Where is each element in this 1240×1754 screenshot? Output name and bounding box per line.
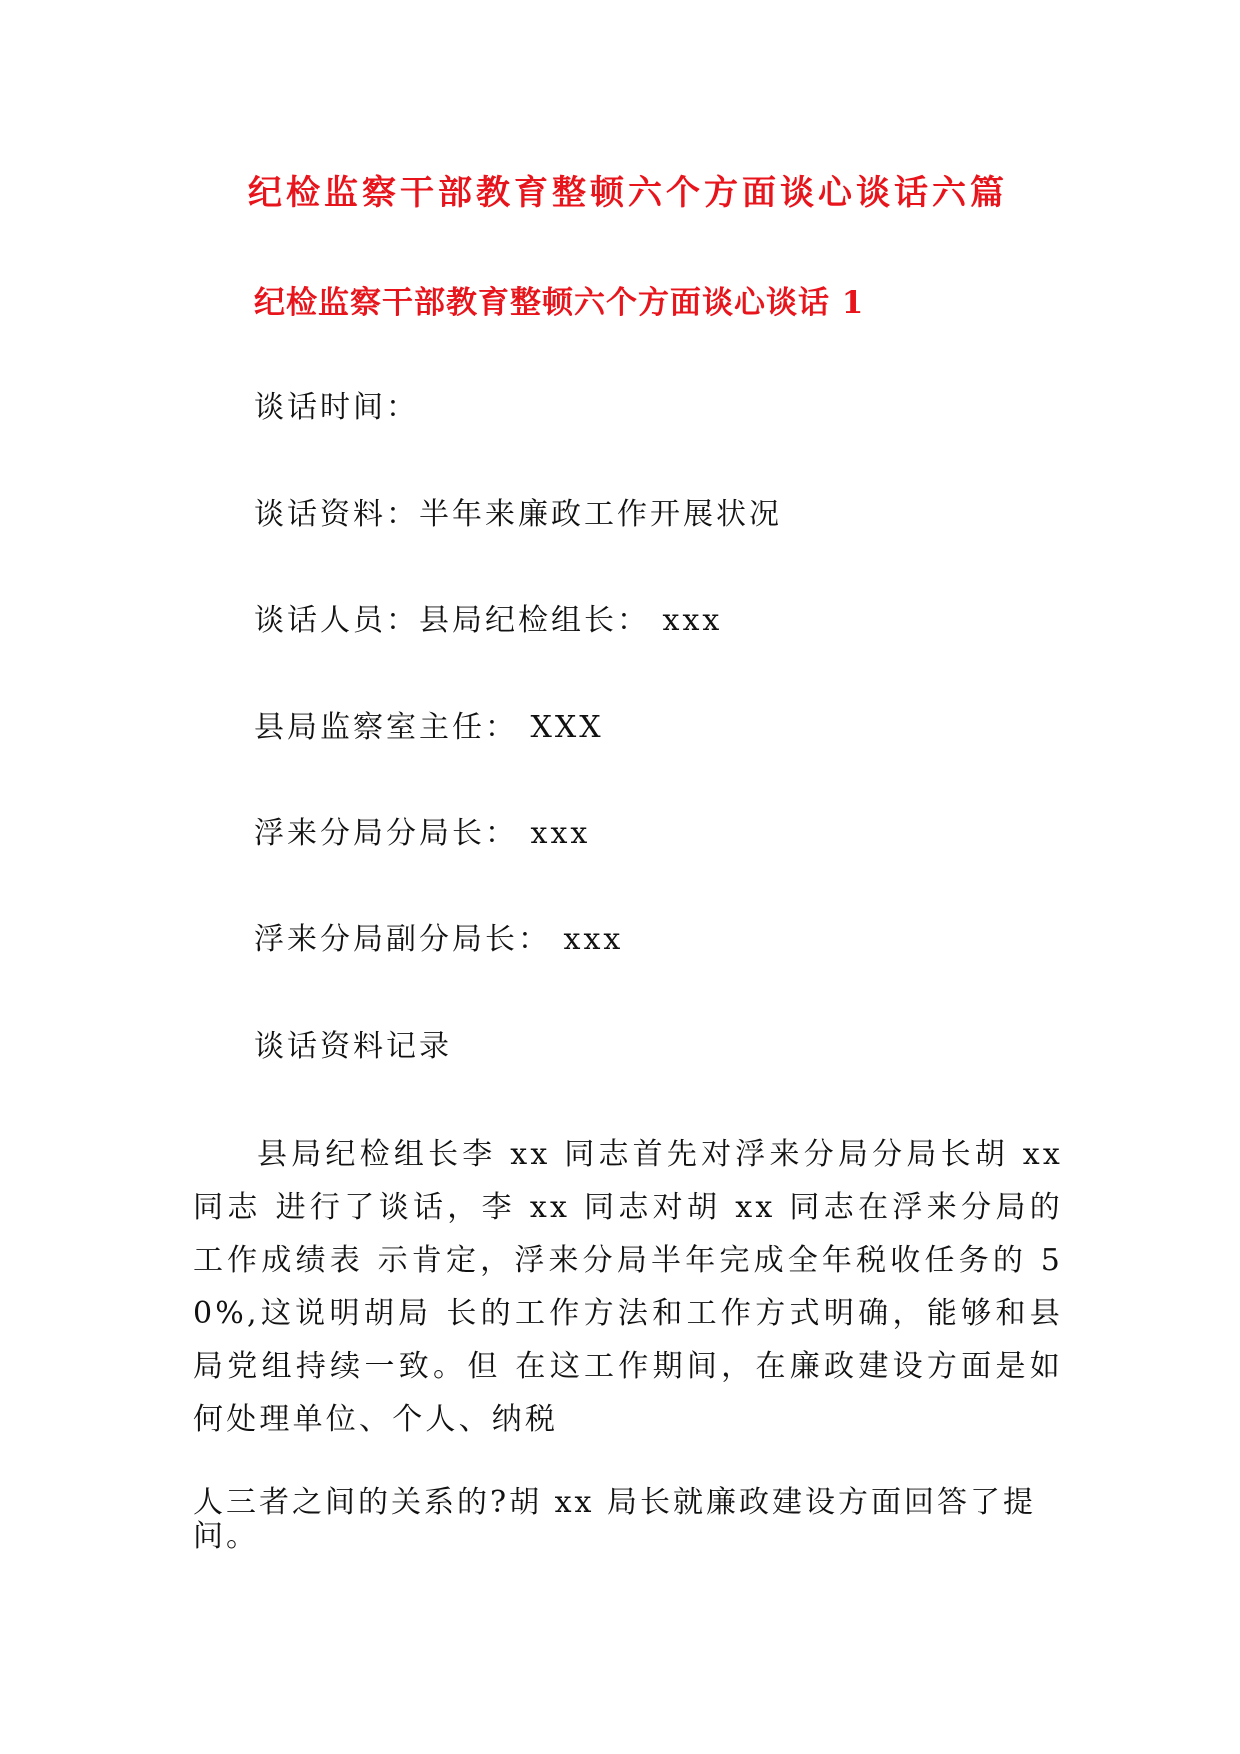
participant-supervision-director: 县局监察室主任： XXX (254, 710, 604, 745)
record-heading: 谈话资料记录 (254, 1029, 452, 1064)
talk-content-line: 谈话资料：半年来廉政工作开展状况 (254, 497, 782, 532)
document-title: 纪检监察干部教育整顿六个方面谈心谈话六篇 (248, 173, 1008, 213)
participant-deputy-branch-director: 浮来分局副分局长： xxx (254, 922, 624, 957)
talk-participants-line: 谈话人员：县局纪检组长： xxx (254, 603, 723, 638)
record-paragraph-continued: 人三者之间的关系的?胡 xx 局长就廉政建设方面回答了提问。 (193, 1485, 1036, 1554)
record-paragraph: 县局纪检组长李 xx 同志首先对浮来分局分局长胡 xx 同志 进行了谈话，李 xx 同志对胡 xx 同志在浮来分局的工作成绩表 示肯定，浮来分局半年完成全年税收任务的 50%,这说明胡局 长的工作方法和工作方式明确，能够和县局党组持续一致。但 在这工作期间，在廉政建设方面是如何处理单位、个人、纳税 (193, 1137, 1063, 1437)
section-heading: 纪检监察干部教育整顿六个方面谈心谈话 1 (254, 285, 865, 321)
talk-time-line: 谈话时间： (254, 390, 419, 425)
participant-branch-director: 浮来分局分局长： xxx (254, 816, 591, 851)
